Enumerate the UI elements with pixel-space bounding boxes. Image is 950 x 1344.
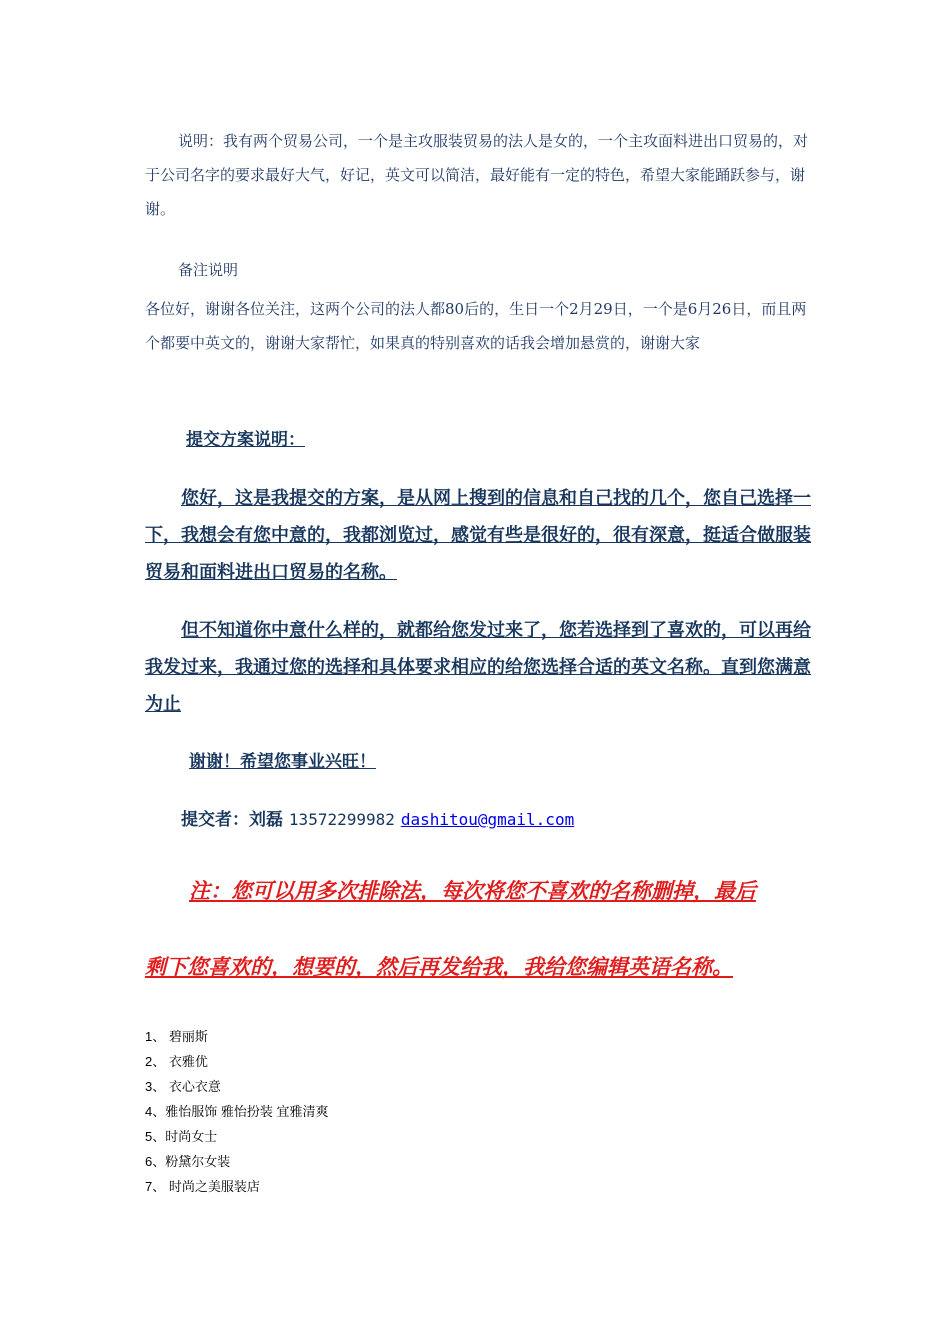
list-item: 2、 衣雅优 xyxy=(145,1054,208,1069)
submitter-line xyxy=(145,806,851,834)
intro-text: 说明：我有两个贸易公司，一个是主攻服装贸易的法人是女的，一个主攻面料进出口贸易的，对于公司名字的要求最好大气，好记，英文可以简洁，最好能有一定的特色，希望大家能踊跃参与，谢谢。 xyxy=(145,132,809,218)
note-heading: 备注说明 xyxy=(178,261,239,279)
list-item: 5、时尚女士 xyxy=(145,1129,218,1144)
list-item: 4、雅怡服饰 雅怡扮装 宜雅清爽 xyxy=(145,1104,329,1119)
submitter-phone: 13572299982 xyxy=(288,810,395,829)
warning-line-2: 剩下您喜欢的，想要的，然后再发给我，我给您编辑英语名称。 xyxy=(145,954,733,979)
thanks-line: 谢谢！希望您事业兴旺！ xyxy=(189,752,376,772)
proposal-paragraph-1: 您好，这是我提交的方案，是从网上搜到的信息和自己找的几个，您自己选择一下，我想会有您中意的，我都浏览过，感觉有些是很好的，很有深意，挺适合做服装贸易和面料进出口贸易的名称。 xyxy=(145,488,811,583)
list-item: 3、 衣心衣意 xyxy=(145,1079,221,1094)
name-list xyxy=(145,1024,815,1199)
submitter-label: 提交者：刘磊 xyxy=(181,810,283,830)
list-item: 7、 时尚之美服装店 xyxy=(145,1179,260,1194)
proposal-paragraph-2: 但不知道你中意什么样的，就都给您发过来了，您若选择到了喜欢的，可以再给我发过来，我通过您的选择和具体要求相应的给您选择合适的英文名称。直到您满意为止 xyxy=(145,620,811,715)
list-item: 1、 碧丽斯 xyxy=(145,1029,208,1044)
proposal-heading xyxy=(145,426,856,454)
warning-line-1: 注：您可以用多次排除法，每次将您不喜欢的名称删掉，最后 xyxy=(189,878,756,903)
note-paragraph xyxy=(145,292,815,360)
proposal-title: 提交方案说明： xyxy=(186,430,305,450)
email-link[interactable]: dashitou@gmail.com xyxy=(400,810,575,829)
note-text: 各位好，谢谢各位关注，这两个公司的法人都80后的，生日一个2月29日，一个是6月26日，而且两个都要中英文的，谢谢大家帮忙，如果真的特别喜欢的话我会增加悬赏的，谢谢大家 xyxy=(145,300,807,352)
intro-paragraph xyxy=(145,124,815,226)
list-item: 6、粉黛尔女装 xyxy=(145,1154,231,1169)
